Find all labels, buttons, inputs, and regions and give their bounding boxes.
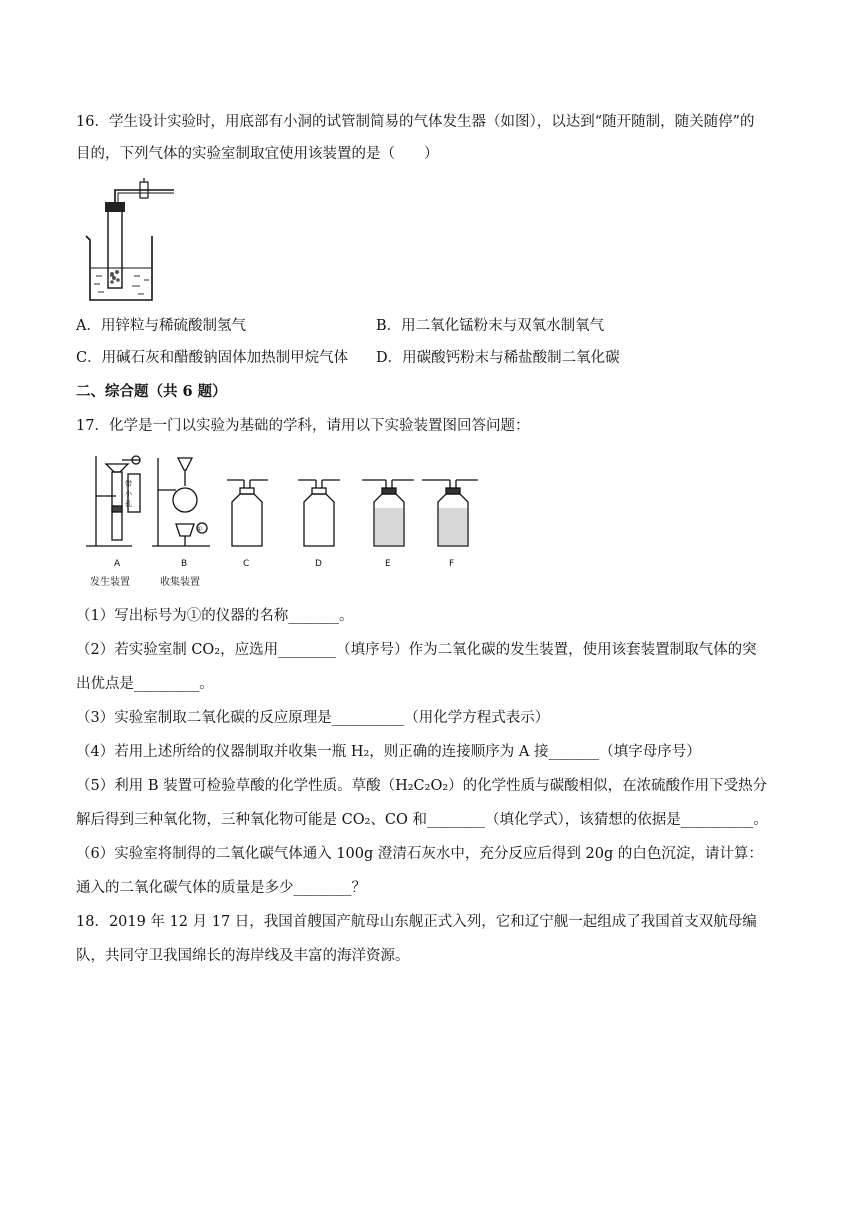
label-e: E — [385, 559, 391, 569]
label-c: C — [243, 559, 250, 569]
q16-line1: 16．学生设计实验时，用底部有小洞的试管制简易的气体发生器（如图），以达到“随开随制，随关随停”的 — [76, 114, 755, 130]
apparatus-c — [227, 480, 268, 546]
q17-stem: 17．化学是一门以实验为基础的学科，请用以下实验装置图回答问题： — [76, 418, 530, 434]
q17-part4: （4）若用上述所给的仪器制取并收集一瓶 H₂，则正确的连接顺序为 A 接_______（填字母序号） — [76, 744, 701, 760]
q17-apparatus-figure — [82, 450, 482, 590]
q17-part2-line2: 出优点是_________。 — [76, 676, 214, 692]
q17-part5-line2: 解后得到三种氧化物，三种氧化物可能是 CO₂、CO 和________（填化学式），该猜想的依据是__________。 — [76, 812, 768, 828]
q18-line1: 18．2019 年 12 月 17 日，我国首艘国产航母山东舰正式入列，它和辽宁舰一起组成了我国首支双航母编 — [76, 914, 757, 930]
label-a: A — [114, 559, 121, 569]
label-b: B — [181, 559, 188, 569]
q16-line2: 目的，下列气体的实验室制取宜使用该装置的是（ ） — [76, 146, 439, 162]
q16-option-b: B．用二氧化锰粉末与双氧水制氧气 — [376, 318, 605, 334]
q16-option-a: A．用锌粒与稀硫酸制氢气 — [76, 318, 246, 334]
q18-line2: 队，共同守卫我国绵长的海岸线及丰富的海洋资源。 — [76, 948, 410, 964]
circle-mark: ① — [195, 525, 203, 533]
caption-left: 发生装置 — [90, 577, 130, 588]
q17-part3: （3）实验室制取二氧化碳的反应原理是__________（用化学方程式表示） — [76, 710, 550, 726]
apparatus-f — [422, 480, 478, 546]
q17-part2-line1: （2）若实验室制 CO₂，应选用________（填序号）作为二氧化碳的发生装置，使用该套装置制取气体的突 — [76, 642, 757, 658]
apparatus-d — [298, 480, 340, 546]
section-heading: 二、综合题（共 6 题） — [76, 383, 227, 400]
caption-right: 收集装置 — [160, 577, 200, 588]
q17-part6-line2: 通入的二氧化碳气体的质量是多少________？ — [76, 880, 366, 896]
q16-apparatus-figure — [82, 176, 178, 304]
q17-part1: （1）写出标号为①的仪器的名称_______。 — [76, 608, 354, 624]
label-d: D — [315, 559, 322, 569]
tube-note-char-1: 带 — [125, 480, 132, 488]
tube-note-char-2: 小 — [125, 490, 132, 498]
q17-part5-line1: （5）利用 B 装置可检验草酸的化学性质。草酸（H₂C₂O₂）的化学性质与碳酸相似，在浓硫酸作用下受热分 — [76, 778, 768, 794]
q16-option-d: D．用碳酸钙粉末与稀盐酸制二氧化碳 — [376, 350, 620, 366]
label-f: F — [449, 559, 455, 569]
tube-note-char-3: 孔 — [125, 500, 132, 508]
q17-part6-line1: （6）实验室将制得的二氧化碳气体通入 100g 澄清石灰水中，充分反应后得到 20g 的白色沉淀，请计算： — [76, 846, 763, 862]
q16-option-c: C．用碱石灰和醋酸钠固体加热制甲烷气体 — [76, 350, 349, 366]
apparatus-e — [362, 480, 414, 546]
